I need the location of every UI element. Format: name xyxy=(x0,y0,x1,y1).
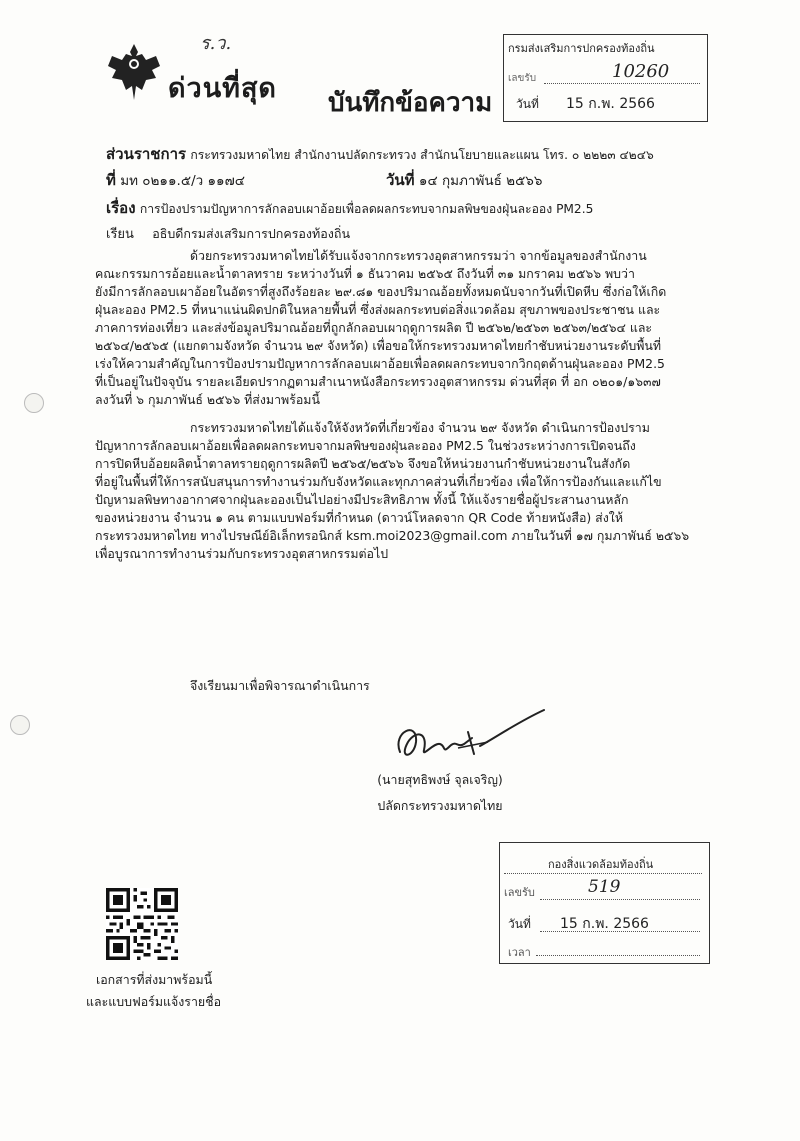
paragraph-line: ปัญหาการลักลอบเผาอ้อยเพื่อลดผลกระทบจากมลพิษของฝุ่นละออง PM2.5 ในช่วงระหว่างการเปิดจนถึง xyxy=(95,438,636,453)
to-label: เรียน xyxy=(106,227,134,242)
doc-type-title: บันทึกข้อความ xyxy=(328,88,493,118)
stamp-office: กรมส่งเสริมการปกครองท้องถิ่น xyxy=(508,42,655,55)
date-line xyxy=(386,168,542,192)
closing-text: จึงเรียนมาเพื่อพิจารณาดำเนินการ xyxy=(190,678,370,693)
date-value: ๑๔ กุมภาพันธ์ ๒๕๖๖ xyxy=(418,173,543,189)
attachment-line-1: เอกสารที่ส่งมาพร้อมนี้ xyxy=(96,972,213,987)
stamp-receipt-number: 10260 xyxy=(612,61,670,82)
garuda-emblem-icon xyxy=(106,40,162,104)
stamp-dotted-line xyxy=(536,955,700,956)
paragraph-line: ฝุ่นละออง PM2.5 ที่หนาแน่นผิดปกติในหลายพื้นที่ ซึ่งส่งผลกระทบต่อสิ่งแวดล้อม สุขภาพของประชาชน และ xyxy=(95,302,661,317)
paragraph-line: เพื่อบูรณาการทำงานร่วมกับกระทรวงอุตสาหกรรมต่อไป xyxy=(95,546,389,561)
qr-code-icon[interactable] xyxy=(106,888,178,960)
stamp-date: 15 ก.พ. 2566 xyxy=(560,916,649,932)
agency-line xyxy=(106,142,654,166)
ref-label: ที่ xyxy=(106,171,116,189)
ref-value: มท ๐๒๑๑.๕/ว ๑๑๗๔ xyxy=(120,173,245,189)
stamp-receipt-label: เลขรับ xyxy=(504,886,535,899)
handwritten-note: ร.ว. xyxy=(200,33,232,54)
stamp-receipt-number: 519 xyxy=(588,877,621,897)
stamp-office: กองสิ่งแวดล้อมท้องถิ่น xyxy=(548,858,654,871)
stamp-dotted-line xyxy=(544,83,700,84)
stamp-dotted-line xyxy=(540,899,700,900)
paragraph-line: ที่อยู่ในพื้นที่ให้การสนับสนุนการทำงานร่วมกับจังหวัดและทุกภาคส่วนที่เกี่ยวข้อง เพื่อให้การป้องกันและแก้ไข xyxy=(95,474,662,489)
agency-label: ส่วนราชการ xyxy=(106,145,187,163)
hole-punch-bottom xyxy=(10,715,30,735)
paragraph-line: การปิดหีบอ้อยผลิตน้ำตาลทรายฤดูการผลิตปี ๒๕๖๕/๒๕๖๖ จึงขอให้หน่วยงานกำชับหน่วยงานในสังกัด xyxy=(95,456,631,471)
urgency-label: ด่วนที่สุด xyxy=(168,73,277,104)
paragraph-line: ลงวันที่ ๖ กุมภาพันธ์ ๒๕๖๖ ที่ส่งมาพร้อมนี้ xyxy=(95,392,320,407)
signature-image xyxy=(388,702,548,766)
paragraph-line: ของหน่วยงาน จำนวน ๑ คน ตามแบบฟอร์มที่กำหนด (ดาวน์โหลดจาก QR Code ท้ายหนังสือ) ส่งให้ xyxy=(95,510,623,525)
subject-value: การป้องปรามปัญหาการลักลอบเผาอ้อยเพื่อลดผลกระทบจากมลพิษของฝุ่นละออง PM2.5 xyxy=(139,202,594,216)
stamp-date-label: วันที่ xyxy=(516,97,539,111)
paragraph-line: ๒๕๖๔/๒๕๖๕ (แยกตามจังหวัด จำนวน ๒๙ จังหวัด) เพื่อขอให้กระทรวงมหาดไทยกำชับหน่วยงานระดับพื้นที่ xyxy=(95,338,662,353)
paragraph-line: ด้วยกระทรวงมหาดไทยได้รับแจ้งจากกระทรวงอุตสาหกรรมว่า จากข้อมูลของสำนักงาน xyxy=(190,248,647,263)
paragraph-line: กระทรวงมหาดไทย ทางไปรษณีย์อิเล็กทรอนิกส์ ksm.moi2023@gmail.com ภายในวันที่ ๑๗ กุมภาพันธ์ ๒๕๖๖ xyxy=(95,528,690,543)
receipt-stamp-top xyxy=(503,34,708,122)
reference-line xyxy=(106,168,245,192)
stamp-time-label: เวลา xyxy=(508,946,531,959)
stamp-dotted-line xyxy=(504,873,702,874)
signer-name: (นายสุทธิพงษ์ จุลเจริญ) xyxy=(377,772,503,787)
recipient-line xyxy=(106,223,350,244)
subject-line xyxy=(106,196,593,220)
signer-position: ปลัดกระทรวงมหาดไทย xyxy=(377,798,503,813)
attachment-line-2: และแบบฟอร์มแจ้งรายชื่อ xyxy=(86,994,222,1009)
date-label: วันที่ xyxy=(386,171,415,189)
paragraph-line: ภาคการท่องเที่ยว และส่งข้อมูลปริมาณอ้อยที่ถูกลักลอบเผาฤดูการผลิต ปี ๒๕๖๒/๒๕๖๓ ๒๕๖๓/๒๕๖๔ และ xyxy=(95,320,653,335)
paragraph-line: ที่เป็นอยู่ในปัจจุบัน รายละเอียดปรากฏตามสำเนาหนังสือกระทรวงอุตสาหกรรม ด่วนที่สุด ที่ อก ๐๒๐๑/๑๖๓๗ xyxy=(95,374,661,389)
agency-value: กระทรวงมหาดไทย สำนักงานปลัดกระทรวง สำนักนโยบายและแผน โทร. ๐ ๒๒๒๓ ๔๒๔๖ xyxy=(190,148,654,162)
paragraph-line: ยังมีการลักลอบเผาอ้อยในอัตราที่สูงถึงร้อยละ ๒๙.๘๑ ของปริมาณอ้อยทั้งหมดนับจากวันที่เปิดหีบ ซึ่งก่อให้เกิด xyxy=(95,284,667,299)
paragraph-line: คณะกรรมการอ้อยและน้ำตาลทราย ระหว่างวันที่ ๑ ธันวาคม ๒๕๖๕ ถึงวันที่ ๓๑ มกราคม ๒๕๖๖ พบว่า xyxy=(95,266,635,281)
stamp-receipt-label: เลขรับ xyxy=(508,73,537,84)
stamp-dotted-line xyxy=(540,931,700,932)
subject-label: เรื่อง xyxy=(106,199,136,217)
paragraph-line: ปัญหามลพิษทางอากาศจากฝุ่นละอองเป็นไปอย่างมีประสิทธิภาพ ทั้งนี้ ให้แจ้งรายชื่อผู้ประสานงานหลัก xyxy=(95,492,629,507)
paragraph-line: เร่งให้ความสำคัญในการป้องปรามปัญหาการลักลอบเผาอ้อยเพื่อลดผลกระทบจากวิกฤตด้านฝุ่นละออง PM2.5 xyxy=(95,356,665,371)
receipt-stamp-bottom xyxy=(499,842,710,964)
stamp-date: 15 ก.พ. 2566 xyxy=(566,96,655,112)
hole-punch-top xyxy=(24,393,44,413)
to-value: อธิบดีกรมส่งเสริมการปกครองท้องถิ่น xyxy=(152,226,350,241)
stamp-date-label: วันที่ xyxy=(508,917,531,931)
paragraph-line: กระทรวงมหาดไทยได้แจ้งให้จังหวัดที่เกี่ยวข้อง จำนวน ๒๙ จังหวัด ดำเนินการป้องปราม xyxy=(190,420,650,435)
